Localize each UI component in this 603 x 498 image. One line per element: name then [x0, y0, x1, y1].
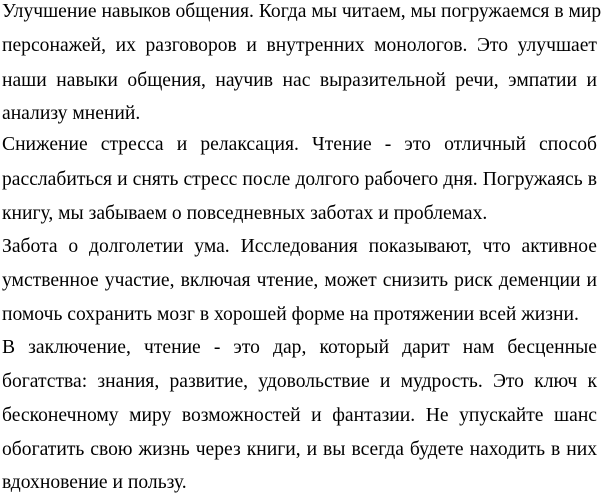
text-line: обогатить свою жизнь через книги, и вы всегда будете находить в них: [2, 439, 597, 460]
text-line: Улучшение навыков общения. Когда мы читаем, мы погружаемся в мир: [2, 1, 602, 22]
text-line: Забота о долголетии ума. Исследования показывают, что активное: [2, 236, 597, 257]
text-line: умственное участие, включая чтение, может снизить риск деменции и: [2, 270, 597, 291]
text-line: бесконечному миру возможностей и фантазии. Не упускайте шанс: [2, 405, 597, 426]
text-line: анализу мнений.: [2, 103, 141, 124]
text-line: персонажей, их разговоров и внутренних монологов. Это улучшает: [2, 35, 597, 56]
text-line: Снижение стресса и релаксация. Чтение - это отличный способ: [2, 134, 597, 155]
text-line: книгу, мы забываем о повседневных заботах и проблемах.: [2, 203, 488, 224]
text-line: В заключение, чтение - это дар, который дарит нам бесценные: [2, 337, 597, 358]
text-line: богатства: знания, развитие, удовольствие и мудрость. Это ключ к: [2, 371, 597, 392]
text-line: наши навыки общения, научив нас выразительной речи, эмпатии и: [2, 70, 597, 91]
text-line: вдохновение и пользу.: [2, 472, 187, 493]
text-line: помочь сохранить мозг в хорошей форме на протяжении всей жизни.: [2, 304, 579, 325]
text-line: расслабиться и снять стресс после долгого рабочего дня. Погружаясь в: [2, 169, 597, 190]
